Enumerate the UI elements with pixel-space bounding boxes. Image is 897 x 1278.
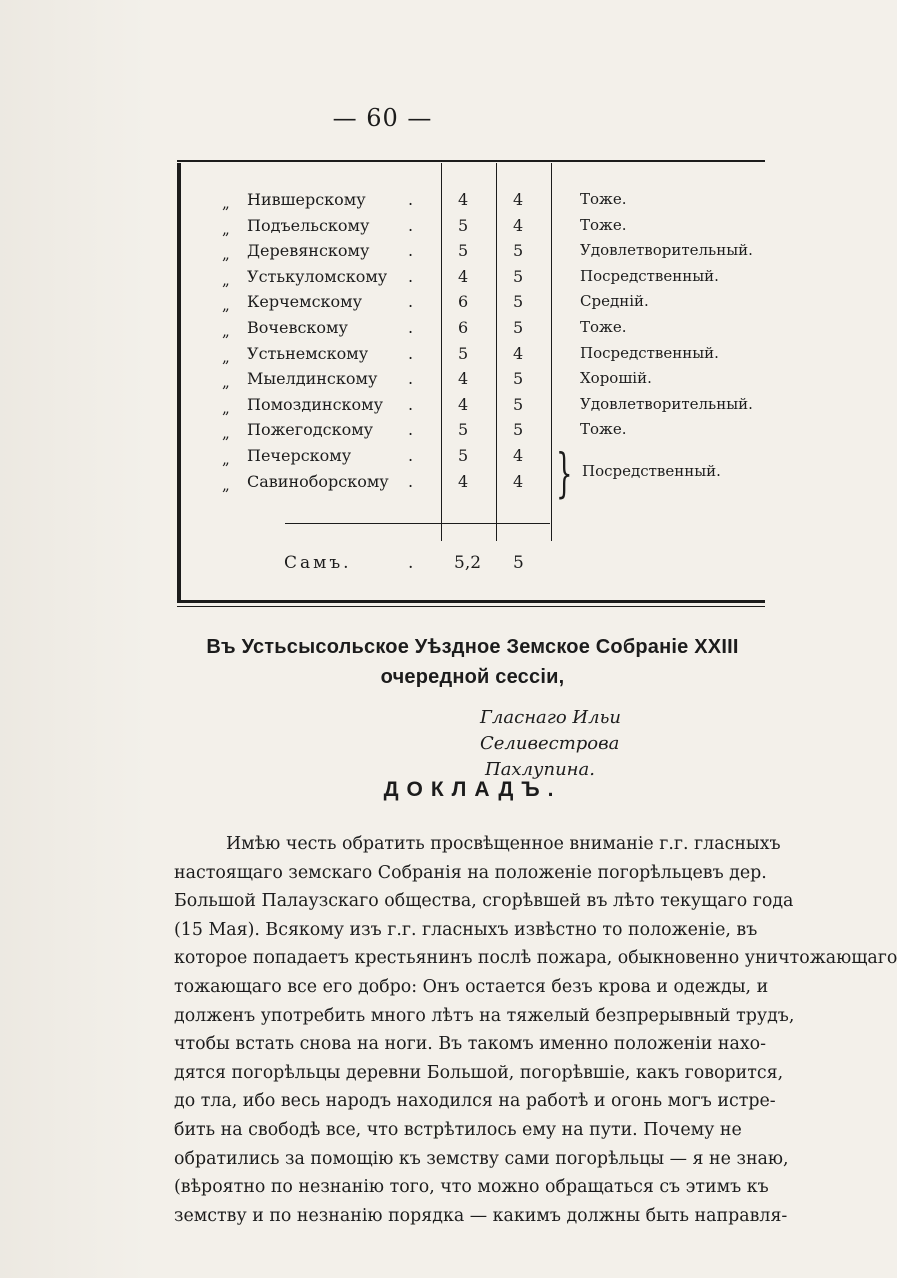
sum-row	[180, 553, 765, 581]
row-district-name: Савиноборскому	[247, 471, 389, 491]
row-district-name: Мыелдинскому	[247, 369, 378, 389]
body-line: дятся погорѣльцы деревни Большой, погорѣвшіе, какъ говорится,	[174, 1062, 784, 1083]
row-value-2: 5	[513, 318, 524, 337]
row-rating: Хорошій.	[580, 369, 652, 388]
row-value-1: 5	[458, 215, 469, 235]
table-bottom-rule	[177, 606, 765, 607]
signature-line-2: Пахлупина.	[485, 759, 595, 780]
row-value-2: 4	[513, 215, 524, 235]
table-row	[180, 344, 765, 369]
row-quote-mark: „	[222, 296, 230, 315]
row-dot: .	[408, 190, 414, 209]
sum-rule	[285, 523, 550, 524]
body-line: настоящаго земскаго Собранія на положеніе погорѣльцевъ дер.	[174, 862, 767, 883]
row-dot: .	[408, 343, 414, 363]
row-quote-mark: „	[222, 270, 230, 289]
table-top-rule	[177, 160, 765, 162]
body-line: земству и по незнанію порядка — какимъ должны быть направля-	[174, 1205, 788, 1226]
table-row	[180, 241, 765, 266]
row-quote-mark: „	[222, 475, 230, 494]
row-value-2: 5	[513, 292, 524, 312]
row-quote-mark: „	[222, 245, 230, 264]
body-line: чтобы встать снова на ноги. Въ такомъ именно положеніи нахо-	[174, 1034, 767, 1055]
row-quote-mark: „	[222, 219, 230, 238]
row-rating: Тоже.	[580, 420, 627, 439]
row-rating: Тоже.	[580, 318, 627, 336]
row-dot: .	[408, 215, 414, 235]
row-dot: .	[408, 471, 414, 491]
row-district-name: Пожегодскому	[247, 420, 374, 440]
brace-mark: }	[556, 444, 573, 504]
sum-dot: .	[408, 553, 414, 573]
row-dot: .	[408, 446, 414, 465]
row-dot: .	[408, 266, 414, 286]
body-line: (вѣроятно по незнанію того, что можно обращаться съ этимъ къ	[174, 1177, 769, 1198]
row-value-2: 4	[513, 190, 524, 209]
table-row	[180, 216, 765, 241]
body-line: (15 Мая). Всякому изъ г.г. гласныхъ извѣстно то положеніе, въ	[174, 919, 758, 940]
row-value-1: 4	[458, 394, 469, 414]
row-value-2: 5	[513, 266, 524, 286]
row-value-2: 5	[513, 420, 524, 440]
row-district-name: Нившерскому	[247, 190, 366, 209]
body-line: Имѣю честь обратить просвѣщенное вниманіе г.г. гласныхъ	[226, 834, 781, 854]
row-value-2: 4	[513, 446, 524, 465]
sum-value-2: 5	[513, 553, 524, 573]
row-quote-mark: „	[222, 398, 230, 417]
author-signature	[480, 705, 765, 783]
row-rating: Тоже.	[580, 190, 627, 208]
body-line: до тла, ибо весь народъ находился на работѣ и огонь могъ истре-	[174, 1091, 776, 1112]
row-value-2: 5	[513, 394, 524, 414]
row-quote-mark: „	[222, 424, 230, 443]
row-district-name: Помоздинскому	[247, 394, 384, 414]
row-value-1: 6	[458, 292, 469, 312]
table-row	[180, 395, 765, 420]
row-district-name: Керчемскому	[247, 292, 363, 312]
report-body	[174, 830, 897, 1230]
row-value-1: 6	[458, 318, 469, 337]
row-quote-mark: „	[222, 322, 230, 340]
row-rating: Посредственный.	[580, 343, 719, 362]
row-rating: Удовлетворительный.	[580, 394, 753, 413]
row-district-name: Устькуломскому	[247, 266, 388, 286]
table-row	[180, 190, 765, 215]
body-line: долженъ употребить много лѣтъ на тяжелый безпрерывный трудъ,	[174, 1005, 795, 1026]
row-rating: Тоже.	[580, 215, 627, 234]
row-dot: .	[408, 420, 414, 440]
row-rating: Средній.	[580, 292, 649, 311]
row-value-2: 5	[513, 241, 524, 261]
row-quote-mark: „	[222, 194, 230, 212]
table-row	[180, 420, 765, 445]
row-value-2: 5	[513, 369, 524, 389]
body-line: тожающаго все его добро: Онъ остается безъ крова и одежды, и	[174, 976, 769, 997]
page-fold-shadow	[0, 0, 150, 1278]
body-line: обратились за помощію къ земству сами погорѣльцы — я не знаю,	[174, 1148, 789, 1169]
row-district-name: Вочевскому	[247, 318, 348, 337]
shared-rating: Посредственный.	[582, 462, 721, 480]
row-value-2: 4	[513, 471, 524, 491]
row-value-1: 5	[458, 241, 469, 261]
body-line: которое попадаетъ крестьянинъ послѣ пожара, обыкновенно уничтожающаго	[174, 948, 897, 969]
row-district-name: Деревянскому	[247, 241, 370, 261]
row-value-1: 4	[458, 190, 469, 209]
row-value-1: 4	[458, 369, 469, 389]
row-rating: Удовлетворительный.	[580, 241, 753, 260]
row-quote-mark: „	[222, 347, 230, 366]
row-value-1: 5	[458, 446, 469, 465]
body-line: Большой Палаузскаго общества, сгорѣвшей въ лѣто текущаго года	[174, 891, 794, 912]
row-value-1: 4	[458, 266, 469, 286]
table-bottom-rule	[177, 600, 765, 603]
body-line: бить на свободѣ все, что встрѣтилось ему на пути. Почему не	[174, 1119, 742, 1140]
page-number: — 60 —	[332, 104, 433, 132]
row-dot: .	[408, 241, 414, 261]
row-rating: Посредственный.	[580, 266, 719, 285]
row-value-1: 5	[458, 343, 469, 363]
row-value-1: 5	[458, 420, 469, 440]
row-dot: .	[408, 369, 414, 389]
signature-line-1: Гласнаго Ильи Селивестрова	[480, 707, 621, 754]
row-dot: .	[408, 318, 414, 337]
row-quote-mark: „	[222, 373, 230, 392]
row-district-name: Подъельскому	[247, 215, 370, 235]
sum-value-1: 5,2	[454, 553, 482, 573]
sum-label: Самъ.	[284, 553, 352, 573]
table-row	[180, 292, 765, 317]
row-value-2: 4	[513, 343, 524, 363]
table-row	[180, 267, 765, 292]
document-title: ДОКЛАДЪ.	[383, 778, 562, 801]
table-row	[180, 318, 765, 343]
table-row	[180, 369, 765, 394]
row-dot: .	[408, 292, 414, 312]
row-quote-mark: „	[222, 450, 230, 468]
row-district-name: Печерскому	[247, 446, 352, 465]
section-heading: Въ Устьсысольское Уѣздное Земское Собраніе XXIII очередной сессіи,	[206, 636, 739, 688]
row-dot: .	[408, 394, 414, 414]
row-district-name: Устьнемскому	[247, 343, 369, 363]
row-value-1: 4	[458, 471, 469, 491]
